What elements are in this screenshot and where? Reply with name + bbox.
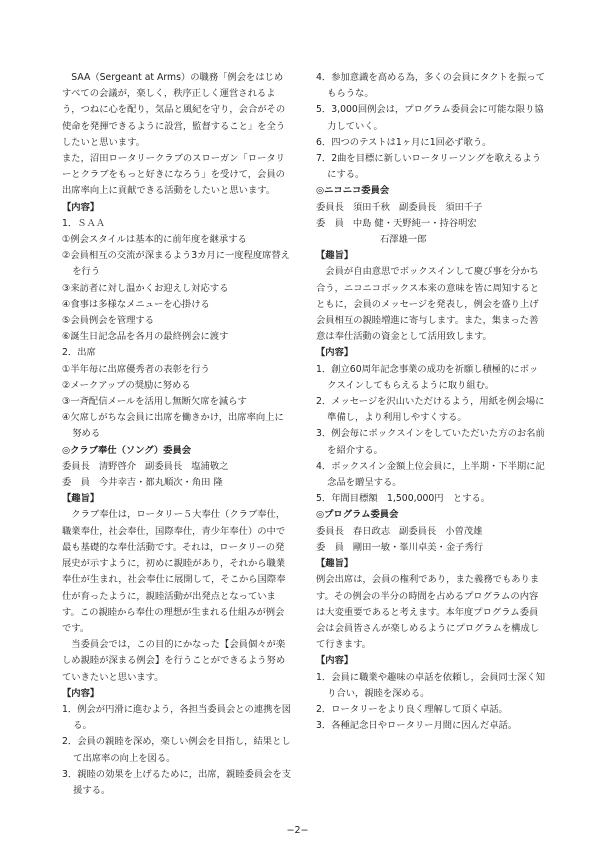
committee-members-row	[316, 216, 546, 232]
attendance-heading: 2．出席	[62, 347, 96, 359]
list-item: 4．参加意識を高める為，多くの会員にタクトを振ってもらうな。	[316, 72, 546, 100]
list-item: 2．メッセージを沢山いただけるよう，用紙を例会場に準備し，より利用しやすくする。	[316, 396, 545, 424]
member-name: 清野啓介	[98, 460, 137, 472]
saa-heading: 1．ＳＡＡ	[62, 217, 106, 229]
section-label-content: 【内容】	[316, 655, 354, 667]
list-item: ④食事は多様なメニューを心掛ける	[62, 298, 210, 310]
list-item: 3．例会毎にボックスインをしていただいた方のお名前を紹介する。	[316, 428, 545, 456]
member-name: 塩浦敬之	[191, 460, 229, 472]
committee-members-row	[316, 540, 546, 556]
list-item: ②メークアップの奨励に努める	[62, 379, 191, 391]
list-item: 4．ボックスイン金額上位会員に，上半期・下半期に記念品を贈呈する。	[316, 460, 545, 489]
member-name: 春日政志	[352, 525, 391, 537]
role-label: 副委員長	[145, 460, 183, 472]
list-item: 1．創立60周年記念事業の成功を祈願し積極的にボックスインしてもらえるように取り組む。	[316, 363, 539, 391]
role-label: 委 員	[316, 541, 344, 553]
list-item: ①半年毎に出席優秀者の表彰を行う	[62, 363, 210, 375]
committee-chair-row	[316, 200, 546, 216]
role-label: 委員長	[62, 460, 90, 472]
committee-members-row	[62, 475, 292, 491]
program-title: ◎プログラム委員会	[316, 509, 399, 521]
section-label-purpose: 【趣旨】	[62, 493, 100, 505]
right-column	[316, 70, 546, 734]
list-item: 2．ロータリーをより良く理解して頂く卓話。	[316, 703, 508, 715]
member-name: 須田千秋	[352, 201, 391, 213]
committee-chair-row	[62, 459, 292, 475]
page-number: −2−	[286, 825, 309, 836]
purpose-paragraph: 当委員会では，この目的にかなった【会員個々が楽しめ親睦が深まる例会】を行うことができるよう努めていきたいと思います。	[62, 639, 286, 683]
list-item: 5．年間目標額 1,500,000円 とする。	[316, 493, 491, 505]
list-item: ⑤会員例会を管理する	[62, 315, 155, 327]
role-label: 委 員	[316, 217, 344, 229]
member-names: 中島 健・天野純一・持谷明宏	[352, 217, 477, 229]
role-label: 委 員	[62, 477, 90, 489]
list-item: ①例会スタイルは基本的に前年度を継承する	[62, 234, 247, 246]
purpose-paragraph: クラブ奉仕は，ロータリー５大奉仕（クラブ奉仕，職業奉仕，社会奉仕，国際奉仕，青少年奉仕）の中で最も基礎的な奉仕活動です。それは，ロータリーの発展史が示すように，初めに親睦があり，それから職業奉仕が生まれ，社会奉仕に展開して，そこから国際奉仕が育ったように，親睦活動が出発点となっています。この親睦から奉仕の理想が生まれる仕組みが例会です。	[62, 509, 286, 634]
section-label-purpose: 【趣旨】	[316, 558, 354, 570]
role-label: 副委員長	[399, 201, 437, 213]
list-item: ⑥誕生日記念品を各月の最終例会に渡す	[62, 331, 229, 343]
list-item: ③来訪者に対し温かくお迎えし対応する	[62, 282, 229, 294]
member-name: 小曽茂雄	[445, 525, 483, 537]
list-item: 6．四つのテストは1ヶ月に1回必ず歌う。	[316, 136, 492, 148]
club-service-title: ◎クラブ奉仕（ソング）委員会	[62, 444, 192, 456]
list-item: 7．2曲を目標に新しいロータリーソングを歌えるようにする。	[316, 153, 542, 181]
member-names: 今井幸吉・都丸順次・角田 隆	[98, 477, 223, 489]
role-label: 委員長	[316, 201, 344, 213]
left-column	[62, 70, 292, 799]
section-label-content: 【内容】	[316, 347, 354, 359]
list-item: 2．会員の親睦を深め，楽しい例会を目指し，結果として出席率の向上を図る。	[62, 736, 291, 764]
list-item: 3．各種記念日やロータリー月間に因んだ卓話。	[316, 720, 518, 732]
list-item: 3．親睦の効果を上げるために，出席，親睦委員会を支援する。	[62, 768, 292, 796]
list-item: 5．3,000回例会は，プログラム委員会に可能な限り協力していく。	[316, 104, 544, 132]
intro-paragraph: また，沼田ロータリークラブのスローガン「ロータリーとクラブをもっと好きになろう」を受けて，会員の出席率向上に貢献できる活動をしたいと思います。	[62, 153, 285, 197]
list-item: ④欠席しがちな会員に出席を働きかけ，出席率向上に努める	[62, 412, 284, 440]
niko-niko-title: ◎ニコニコ委員会	[316, 185, 390, 197]
role-label: 委員長	[316, 525, 344, 537]
purpose-paragraph: 会員が自由意思でボックスインして慶び事を分かち合う，ニコニコボックス本来の意味を皆に周知するとともに，会員のメッセージを発表し，例会を盛り上げ会員相互の親睦増進に寄与します。また，集まった善意は奉仕活動の資金として活用致します。	[316, 266, 540, 343]
committee-chair-row	[316, 524, 546, 540]
section-label-content: 【内容】	[62, 687, 100, 699]
role-label: 副委員長	[399, 525, 437, 537]
section-label-purpose: 【趣旨】	[316, 250, 354, 262]
member-names: 剛田一敏・峯川卓美・金子秀行	[352, 541, 484, 553]
list-item: ③一斉配信メールを活用し無断欠席を減らす	[62, 396, 247, 408]
list-item: 1．例会が円滑に進むよう，各担当委員会との連携を図る。	[62, 703, 292, 732]
list-item: ②会員相互の交流が深まるよう3カ月に一度程度席替えを行う	[62, 250, 291, 278]
committee-members-row: 石澤雄一郎	[380, 234, 427, 246]
intro-paragraph: SAA（Sergeant at Arms）の職務「例会をはじめすべての会議が，楽しく，秩序正しく運営されるよう，つねに心を配り，気品と風紀を守り，会合がその使命を発揮できるように設営，監督すること」を全うしたいと思います。	[62, 72, 286, 148]
member-name: 須田千子	[445, 201, 483, 213]
list-item: 1．会員に職業や趣味の卓話を依頼し，会員同士深く知り合い，親睦を深める。	[316, 671, 546, 699]
section-label-content: 【内容】	[62, 201, 100, 213]
purpose-paragraph: 例会出席は，会員の権利であり，また義務でもあります。その例会の半分の時間を占めるプログラムの内容は大変重要であると考えます。本年度プログラム委員会は会員皆さんが楽しめるようにプログラムを構成して行きます。	[316, 574, 540, 651]
